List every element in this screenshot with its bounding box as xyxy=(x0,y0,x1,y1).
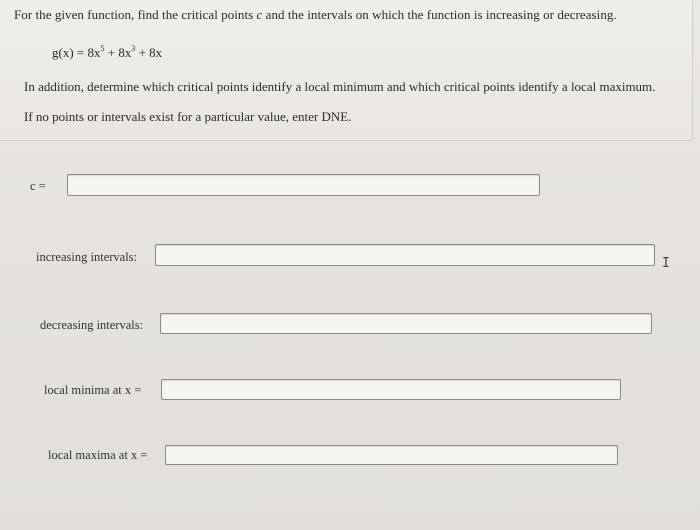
text-cursor-icon: I xyxy=(662,256,670,271)
function-formula: $g(x) = 8x^5 + 8x^3 + 8x$ xyxy=(52,44,163,60)
increasing-intervals-input[interactable] xyxy=(155,244,655,266)
local-minima-input[interactable] xyxy=(161,379,621,400)
decreasing-intervals-input[interactable] xyxy=(160,313,652,334)
local-maxima-input[interactable] xyxy=(165,445,618,465)
question-instructions: For the given function, find the critical points c and the intervals on which the function is increasing or decreasing. xyxy=(14,7,617,22)
increasing-intervals-label: increasing intervals: xyxy=(36,250,138,264)
critical-points-label: c = xyxy=(30,179,46,193)
dne-instruction: If no points or intervals exist for a particular value, enter DNE. xyxy=(24,109,352,124)
question-panel xyxy=(0,0,693,141)
min-max-instruction: In addition, determine which critical points identify a local minimum and which critical points identify a local maximum. xyxy=(24,79,656,94)
local-maxima-label: local maxima at x = xyxy=(48,448,148,462)
local-minima-label: local minima at x = xyxy=(44,383,142,397)
variable-c: c xyxy=(256,7,263,22)
critical-points-input[interactable] xyxy=(67,174,540,196)
decreasing-intervals-label: decreasing intervals: xyxy=(40,318,144,332)
